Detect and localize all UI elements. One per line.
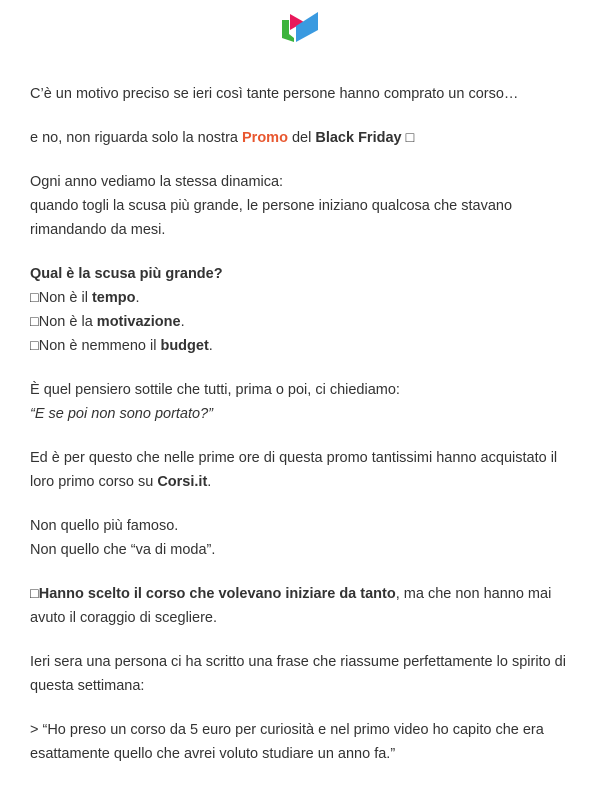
paragraph xyxy=(30,378,582,426)
bold-text: Corsi.it xyxy=(157,474,208,490)
paragraph xyxy=(30,514,582,562)
paragraph xyxy=(30,262,582,358)
paragraph xyxy=(30,126,582,150)
text-segment: > “Ho preso un corso da 5 euro per curiosità e nel primo video ho capito che era esattamente quello che avrei voluto studiare un anno fa.” xyxy=(30,722,544,762)
bold-text: □Hanno scelto il corso che volevano iniziare da tanto xyxy=(30,586,396,602)
text-segment: È quel pensiero sottile che tutti, prima o poi, ci chiediamo: xyxy=(30,382,400,398)
text-segment: □Non è la xyxy=(30,314,97,330)
text-segment: . xyxy=(180,314,185,330)
text-segment: □Non è nemmeno il xyxy=(30,338,161,354)
text-segment: Ed è per questo che nelle prime ore di questa promo tantissimi hanno acquistato il loro primo corso su xyxy=(30,450,558,490)
text-segment: □ xyxy=(401,130,415,146)
text-segment: . xyxy=(208,338,213,354)
text-segment: quando togli la scusa più grande, le persone iniziano qualcosa che stavano rimandando da mesi. xyxy=(30,198,513,238)
text-segment: Ogni anno vediamo la stessa dinamica: xyxy=(30,174,284,190)
bold-text: motivazione xyxy=(96,314,181,330)
text-segment: del xyxy=(287,130,316,146)
text-segment: . xyxy=(135,290,140,306)
italic-quote: “E se poi non sono portato?” xyxy=(30,406,213,422)
email-body xyxy=(30,82,582,786)
bold-text: Qual è la scusa più grande? xyxy=(30,266,223,282)
corsi-logo xyxy=(278,8,322,44)
bold-text: tempo xyxy=(91,290,136,306)
paragraph xyxy=(30,582,582,630)
text-segment: □Non è il xyxy=(30,290,92,306)
promo-highlight: Promo xyxy=(242,130,288,146)
text-segment: e no, non riguarda solo la nostra xyxy=(30,130,242,146)
paragraph xyxy=(30,170,582,242)
bold-text: budget xyxy=(160,338,209,354)
bold-text: Black Friday xyxy=(315,130,402,146)
paragraph xyxy=(30,82,582,106)
logo-icon xyxy=(278,8,322,44)
paragraph xyxy=(30,650,582,698)
text-segment: Non quello più famoso. xyxy=(30,518,179,534)
text-segment: , ma che non hanno mai avuto il coraggio di scegliere. xyxy=(30,586,552,626)
text-segment: . xyxy=(207,474,212,490)
paragraph xyxy=(30,718,582,766)
text-segment: C’è un motivo preciso se ieri così tante persone hanno comprato un corso… xyxy=(30,86,519,102)
paragraph xyxy=(30,446,582,494)
text-segment: Non quello che “va di moda”. xyxy=(30,542,216,558)
text-segment: Ieri sera una persona ci ha scritto una frase che riassume perfettamente lo spirito di questa settimana: xyxy=(30,654,566,694)
